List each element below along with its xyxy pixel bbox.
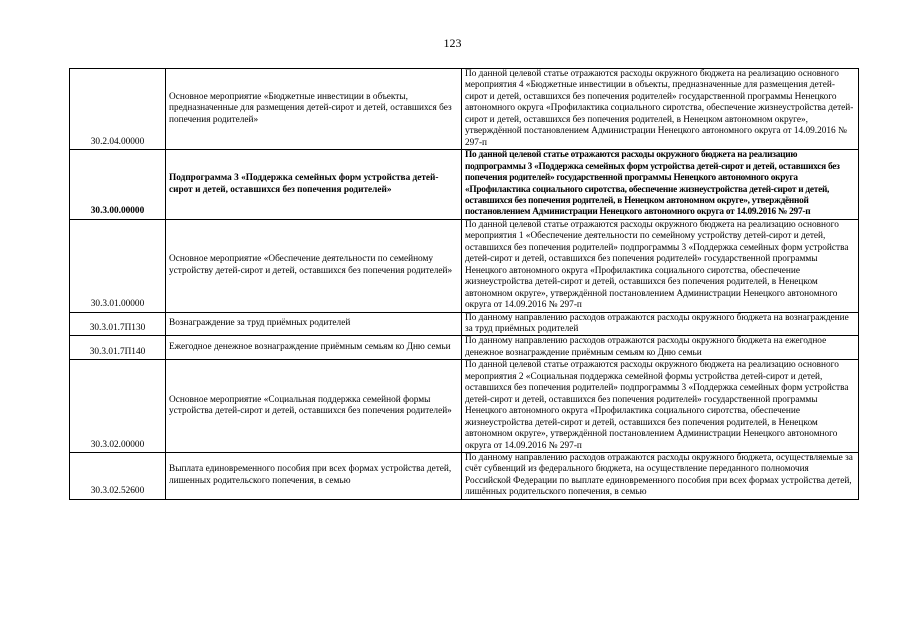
table-row	[70, 452, 859, 499]
target-article-code: 30.3.01.7П140	[70, 336, 166, 360]
target-article-description: По данному направлению расходов отражаются расходы окружного бюджета на вознаграждение за труд приёмных родителей	[462, 312, 859, 336]
table-row	[70, 360, 859, 453]
target-article-name: Основное мероприятие «Обеспечение деятельности по семейному устройству детей-сирот и детей, оставшихся без попечения родителей»	[166, 219, 462, 312]
table-row	[70, 150, 859, 220]
table-row	[70, 336, 859, 360]
target-article-code: 30.3.01.7П130	[70, 312, 166, 336]
target-article-code: 30.2.04.00000	[70, 69, 166, 150]
table-row	[70, 69, 859, 150]
target-article-code: 30.3.02.52600	[70, 452, 166, 499]
budget-classification-table	[69, 68, 859, 500]
target-article-description: По данному направлению расходов отражаются расходы окружного бюджета, осуществляемые за счёт субвенций из федерального бюджета, на осуществление переданного полномочия Российской Федерации по выплате единовременного пособия при всех формах устройства детей, лишённых родительского попечения, в семью	[462, 452, 859, 499]
target-article-name: Подпрограмма 3 «Поддержка семейных форм устройства детей-сирот и детей, оставшихся без попечения родителей»	[166, 150, 462, 220]
target-article-code: 30.3.01.00000	[70, 219, 166, 312]
table-row	[70, 219, 859, 312]
target-article-name: Основное мероприятие «Социальная поддержка семейной формы устройства детей-сирот и детей, оставшихся без попечения родителей»	[166, 360, 462, 453]
target-article-code: 30.3.02.00000	[70, 360, 166, 453]
target-article-code: 30.3.00.00000	[70, 150, 166, 220]
target-article-name: Основное мероприятие «Бюджетные инвестиции в объекты, предназначенные для размещения детей-сирот и детей, оставшихся без попечения родителей»	[166, 69, 462, 150]
table-row	[70, 312, 859, 336]
page-number: 123	[443, 36, 462, 50]
target-article-description: По данному направлению расходов отражаются расходы окружного бюджета на ежегодное денежное вознаграждение приёмным семьям ко Дню семьи	[462, 336, 859, 360]
target-article-description: По данной целевой статье отражаются расходы окружного бюджета на реализацию подпрограммы 3 «Поддержка семейных форм устройства детей-сирот и детей, оставшихся без попечения родителей» государственной программы Ненецкого автономного округа «Профилактика социального сиротства, обеспечение жизнеустройства детей-сирот и детей, оставшихся без попечения родителей, в Ненецком автономном округе», утверждённой постановлением Администрации Ненецкого автономного округа от 14.09.2016 № 297-п	[462, 150, 859, 220]
target-article-description: По данной целевой статье отражаются расходы окружного бюджета на реализацию основного мероприятия 4 «Бюджетные инвестиции в объекты, предназначенные для размещения детей-сирот и детей, оставшихся без попечения родителей» государственной программы Ненецкого автономного округа «Профилактика социального сиротства, обеспечение жизнеустройства детей-сирот и детей, оставшихся без попечения родителей, в Ненецком автономном округе», утверждённой постановлением Администрации Ненецкого автономного округа от 14.09.2016 № 297-п	[462, 69, 859, 150]
target-article-name: Ежегодное денежное вознаграждение приёмным семьям ко Дню семьи	[166, 336, 462, 360]
target-article-description: По данной целевой статье отражаются расходы окружного бюджета на реализацию основного мероприятия 2 «Социальная поддержка семейной формы устройства детей-сирот и детей, оставшихся без попечения родителей» подпрограммы 3 «Поддержка семейных форм устройства детей-сирот и детей, оставшихся без попечения родителей» государственной программы Ненецкого автономного округа «Профилактика социального сиротства, обеспечение жизнеустройства детей-сирот и детей, оставшихся без попечения родителей, в Ненецком автономном округе», утверждённой постановлением Администрации Ненецкого автономного округа от 14.09.2016 № 297-п	[462, 360, 859, 453]
target-article-description: По данной целевой статье отражаются расходы окружного бюджета на реализацию основного мероприятия 1 «Обеспечение деятельности по семейному устройству детей-сирот и детей, оставшихся без попечения родителей» подпрограммы 3 «Поддержка семейных форм устройства детей-сирот и детей, оставшихся без попечения родителей» государственной программы Ненецкого автономного округа «Профилактика социального сиротства, обеспечение жизнеустройства детей-сирот и детей, оставшихся без попечения родителей, в Ненецком автономном округе», утверждённой постановлением Администрации Ненецкого автономного округа от 14.09.2016 № 297-п	[462, 219, 859, 312]
target-article-name: Выплата единовременного пособия при всех формах устройства детей, лишенных родительского попечения, в семью	[166, 452, 462, 499]
target-article-name: Вознаграждение за труд приёмных родителей	[166, 312, 462, 336]
